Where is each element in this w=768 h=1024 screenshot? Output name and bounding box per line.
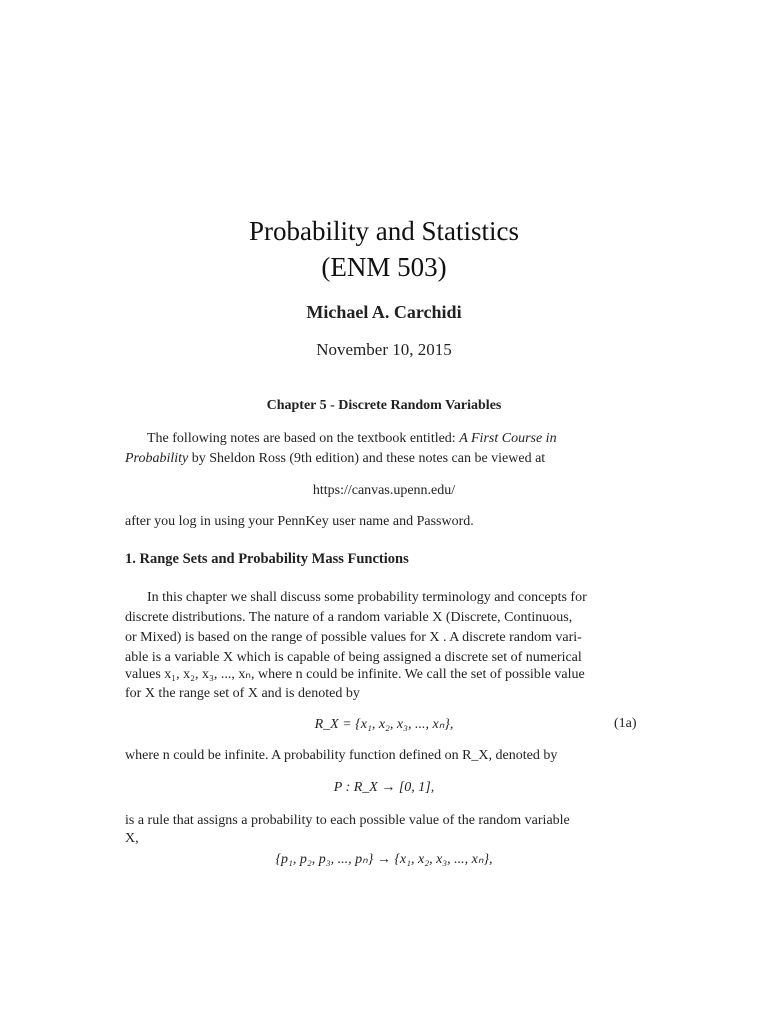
section-1-para-line-4: able is a variable X which is capable of being assigned a discrete set of numerical [125,650,582,665]
section-1-para-line-2: discrete distributions. The nature of a random variable X (Discrete, Continuous, [125,610,573,625]
section-1-heading: 1. Range Sets and Probability Mass Functions [125,551,409,567]
book-title-part-2: Probability [125,451,189,466]
section-1-para-line-3: or Mixed) is based on the range of possible values for X . A discrete random vari- [125,630,582,645]
intro-line-3: after you log in using your PennKey user name and Password. [125,514,474,529]
intro-line-1-text: The following notes are based on the textbook entitled: [147,431,460,446]
intro-line-1 [147,431,557,447]
book-title-part-1: A First Course in [459,431,557,446]
paper-title-line-2: (ENM 503) [321,252,447,282]
equation-range-set: R_X = {x₁, x₂, x₃, ..., xₙ}, [314,717,454,732]
author-name: Michael A. Carchidi [306,302,462,322]
section-1-para-3-line-2: X, [125,831,139,846]
chapter-heading: Chapter 5 - Discrete Random Variables [266,398,502,413]
equation-mapping: {p₁, p₂, p₃, ..., pₙ} → {x₁, x₂, x₃, ..., xₙ}, [275,852,493,867]
paper-title-line-1: Probability and Statistics [249,216,519,246]
section-1-para-3-line-1: is a rule that assigns a probability to each possible value of the random variable [125,813,570,828]
section-1-para-line-1: In this chapter we shall discuss some probability terminology and concepts for [147,590,587,605]
course-url: https://canvas.upenn.edu/ [312,483,456,498]
publication-date: November 10, 2015 [316,340,452,359]
section-1-para-line-5: values x₁, x₂, x₃, ..., xₙ, where n could be infinite. We call the set of possible value [125,667,585,682]
equation-number-1a: (1a) [614,716,637,731]
section-1-para-line-6: for X the range set of X and is denoted by [125,686,360,701]
section-1-para-2: where n could be infinite. A probability function defined on R_X, denoted by [125,748,558,763]
equation-probability-function: P : R_X → [0, 1], [333,780,435,795]
intro-line-2 [125,451,545,467]
intro-line-2-text: by Sheldon Ross (9th edition) and these notes can be viewed at [188,451,546,466]
